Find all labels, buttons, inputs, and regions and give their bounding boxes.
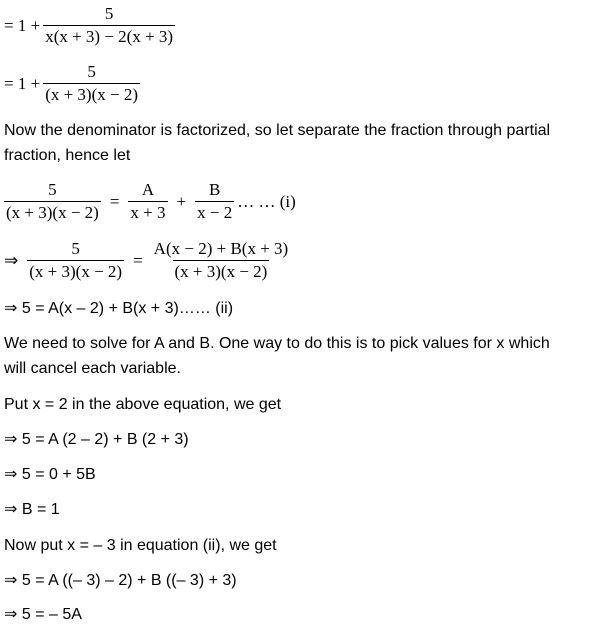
equation-4-fraction-2 [152, 239, 291, 282]
equation-1-lhs: = 1 + [4, 15, 41, 35]
equation-ii: ⇒ 5 = A(x – 2) + B(x + 3)…… (ii) [4, 300, 234, 317]
step-3: ⇒ B = 1 [4, 501, 60, 518]
equation-4 [4, 239, 293, 282]
equation-3-fraction-2 [128, 180, 167, 223]
equation-1-fraction [43, 4, 175, 47]
equation-3-fraction-3-numerator: B [208, 180, 221, 199]
equation-4-fraction-1-denominator: (x + 3)(x − 2) [29, 262, 123, 281]
put-x-equals-minus-3: Now put x = – 3 in equation (ii), we get [4, 537, 277, 554]
paragraph-2-line-1: We need to solve for A and B. One way to do this is to pick values for x which [4, 335, 550, 352]
equation-3-equals: = [109, 191, 120, 211]
equation-4-implies: ⇒ [4, 250, 19, 270]
equation-3-tag: … … (i) [237, 191, 296, 211]
equation-3-fraction-3-denominator: x − 2 [197, 203, 233, 222]
equation-3 [4, 180, 296, 223]
put-x-equals-2: Put x = 2 in the above equation, we get [4, 396, 282, 413]
paragraph-1-line-2: fraction, hence let [4, 147, 131, 164]
step-2: ⇒ 5 = 0 + 5B [4, 466, 96, 483]
equation-4-fraction-2-denominator: (x + 3)(x − 2) [174, 262, 268, 281]
equation-3-fraction-1-numerator: 5 [48, 180, 57, 199]
equation-3-plus: + [176, 191, 187, 211]
equation-4-fraction-2-numerator: A(x − 2) + B(x + 3) [153, 239, 289, 258]
paragraph-2-line-2: will cancel each variable. [4, 360, 181, 377]
equation-1 [4, 4, 178, 47]
equation-3-fraction-2-denominator: x + 3 [130, 203, 166, 222]
equation-3-fraction-1-denominator: (x + 3)(x − 2) [6, 203, 99, 222]
paragraph-1-line-1: Now the denominator is factorized, so let separate the fraction through partial [4, 122, 551, 139]
step-1: ⇒ 5 = A (2 – 2) + B (2 + 3) [4, 431, 189, 448]
equation-4-equals: = [133, 250, 143, 270]
step-5: ⇒ 5 = – 5A [4, 606, 82, 623]
step-4: ⇒ 5 = A ((– 3) – 2) + B ((– 3) + 3) [4, 572, 237, 589]
equation-3-fraction-3 [195, 180, 234, 223]
equation-4-fraction-1 [27, 239, 124, 282]
equation-4-fraction-1-numerator: 5 [71, 239, 80, 258]
equation-2-fraction [43, 62, 140, 105]
equation-1-numerator: 5 [104, 4, 114, 23]
equation-2 [4, 62, 143, 105]
equation-2-lhs: = 1 + [4, 73, 41, 93]
equation-2-numerator: 5 [87, 62, 96, 81]
equation-1-denominator: x(x + 3) − 2(x + 3) [45, 27, 174, 46]
equation-3-fraction-1 [4, 180, 101, 223]
equation-3-fraction-2-numerator: A [141, 180, 155, 199]
equation-2-denominator: (x + 3)(x − 2) [45, 85, 139, 104]
